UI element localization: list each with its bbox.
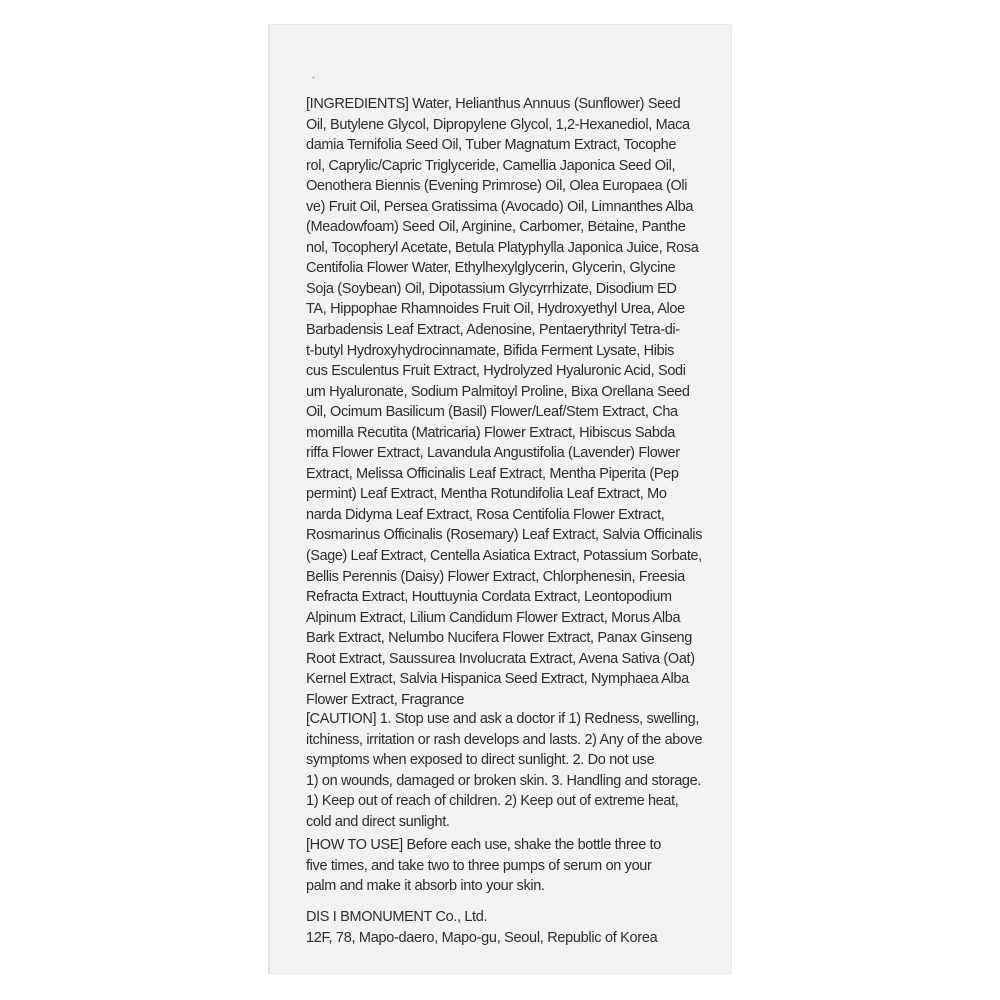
company-section (306, 907, 702, 948)
ingredients-line: Soja (Soybean) Oil, Dipotassium Glycyrrhizate, Disodium ED (306, 280, 677, 297)
ingredients-line: Alpinum Extract, Lilium Candidum Flower Extract, Morus Alba (306, 609, 681, 626)
ingredients-line: um Hyaluronate, Sodium Palmitoyl Proline, Bixa Orellana Seed (306, 383, 690, 400)
ingredients-line: Rosmarinus Officinalis (Rosemary) Leaf Extract, Salvia Officinalis (306, 527, 703, 544)
ingredients-line: (Sage) Leaf Extract, Centella Asiatica Extract, Potassium Sorbate, (306, 548, 702, 565)
caution-section (306, 709, 702, 832)
ingredients-line: momilla Recutita (Matricaria) Flower Extract, Hibiscus Sabda (306, 424, 675, 441)
how-to-use-section (306, 835, 702, 897)
ingredients-line: damia Ternifolia Seed Oil, Tuber Magnatum Extract, Tocophe (306, 137, 677, 154)
ingredients-line: t-butyl Hydroxyhydrocinnamate, Bifida Ferment Lysate, Hibis (306, 342, 675, 359)
ingredients-line: permint) Leaf Extract, Mentha Rotundifolia Leaf Extract, Mo (306, 486, 667, 503)
caution-line: itchiness, irritation or rash develops and lasts. 2) Any of the above (306, 731, 703, 748)
ingredients-line: Root Extract, Saussurea Involucrata Extract, Avena Sativa (Oat) (306, 650, 695, 667)
how-to-use-line: [HOW TO USE] Before each use, shake the bottle three to (306, 837, 661, 853)
company-address: 12F, 78, Mapo-daero, Mapo-gu, Seoul, Republic of Korea (306, 929, 658, 946)
ingredients-line: Extract, Melissa Officinalis Leaf Extract, Mentha Piperita (Pep (306, 465, 679, 482)
caution-line: symptoms when exposed to direct sunlight. 2. Do not use (306, 752, 655, 769)
caution-line: 1) Keep out of reach of children. 2) Keep out of extreme heat, (306, 793, 679, 810)
ingredients-line: Bark Extract, Nelumbo Nucifera Flower Extract, Panax Ginseng (306, 630, 692, 647)
ingredients-section (306, 94, 702, 710)
ingredients-line: riffa Flower Extract, Lavandula Angustifolia (Lavender) Flower (306, 445, 680, 462)
how-to-use-line: five times, and take two to three pumps of serum on your (306, 857, 652, 874)
ingredients-line: Refracta Extract, Houttuynia Cordata Extract, Leontopodium (306, 589, 672, 606)
ingredients-line: TA, Hippophae Rhamnoides Fruit Oil, Hydroxyethyl Urea, Aloe (306, 301, 685, 318)
caution-line: [CAUTION] 1. Stop use and ask a doctor if 1) Redness, swelling, (306, 711, 699, 727)
ingredients-line: (Meadowfoam) Seed Oil, Arginine, Carbomer, Betaine, Panthe (306, 219, 686, 236)
ingredients-line: Oil, Ocimum Basilicum (Basil) Flower/Leaf/Stem Extract, Cha (306, 404, 678, 421)
ingredients-line: ve) Fruit Oil, Persea Gratissima (Avocado) Oil, Limnanthes Alba (306, 198, 694, 215)
caution-line: 1) on wounds, damaged or broken skin. 3. Handling and storage. (306, 772, 702, 789)
ingredients-line: Flower Extract, Fragrance (306, 691, 465, 708)
panel-edge (268, 24, 270, 974)
ingredients-line: nol, Tocopheryl Acetate, Betula Platyphylla Japonica Juice, Rosa (306, 239, 699, 256)
ingredients-line: Centifolia Flower Water, Ethylhexylglycerin, Glycerin, Glycine (306, 260, 676, 277)
how-to-use-line: palm and make it absorb into your skin. (306, 878, 545, 895)
print-speck (312, 76, 315, 79)
ingredients-line: Kernel Extract, Salvia Hispanica Seed Extract, Nymphaea Alba (306, 671, 689, 688)
ingredients-line: rol, Caprylic/Capric Triglyceride, Camellia Japonica Seed Oil, (306, 157, 676, 174)
ingredients-line: narda Didyma Leaf Extract, Rosa Centifolia Flower Extract, (306, 506, 665, 523)
ingredients-line: [INGREDIENTS] Water, Helianthus Annuus (Sunflower) Seed (306, 96, 681, 112)
ingredients-line: cus Esculentus Fruit Extract, Hydrolyzed Hyaluronic Acid, Sodi (306, 363, 686, 380)
ingredients-line: Barbadensis Leaf Extract, Adenosine, Pentaerythrityl Tetra-di- (306, 322, 680, 339)
company-name: DIS I BMONUMENT Co., Ltd. (306, 909, 488, 925)
caution-line: cold and direct sunlight. (306, 813, 450, 830)
ingredients-line: Oil, Butylene Glycol, Dipropylene Glycol, 1,2-Hexanediol, Maca (306, 116, 690, 133)
ingredients-line: Oenothera Biennis (Evening Primrose) Oil, Olea Europaea (Oli (306, 178, 688, 195)
ingredients-line: Bellis Perennis (Daisy) Flower Extract, Chlorphenesin, Freesia (306, 568, 685, 585)
